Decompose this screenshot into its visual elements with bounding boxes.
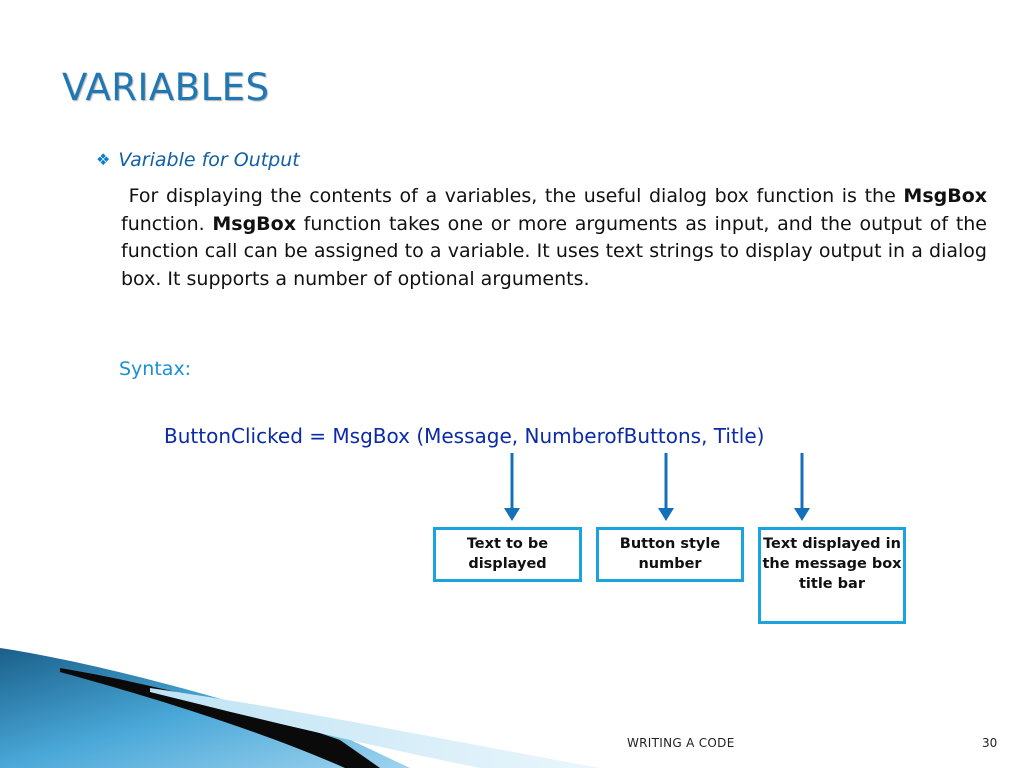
- arrow-message-head: [504, 508, 520, 521]
- footer-title: WRITING A CODE: [627, 736, 735, 750]
- callout-title-bar: Text displayed in the message box title bar: [758, 527, 906, 624]
- syntax-code: ButtonClicked = MsgBox (Message, NumberofButtons, Title): [164, 424, 765, 448]
- paragraph-text-2: function.: [121, 212, 213, 235]
- arrow-buttons-head: [658, 508, 674, 521]
- slide-title: VARIABLES: [62, 66, 270, 109]
- callout-message: Text to be displayed: [433, 527, 582, 582]
- msgbox-keyword-2: MsgBox: [212, 212, 296, 235]
- decorative-swoosh: [0, 640, 1024, 768]
- paragraph-text-1: For displaying the contents of a variables, the useful dialog box function is the: [128, 185, 904, 207]
- callout-button-style: Button style number: [596, 527, 744, 582]
- arrow-title-head: [794, 508, 810, 521]
- bullet-text: Variable for Output: [118, 149, 300, 171]
- syntax-label: Syntax:: [119, 358, 192, 380]
- diamond-bullet-icon: ❖: [96, 150, 111, 169]
- paragraph-text-3: function takes one or more arguments as input, and the output of the function call can be assigned to a variable. It uses text strings to display output in a dialog box. It supports a number of optional arguments.: [121, 212, 987, 290]
- msgbox-keyword-1: MsgBox: [903, 185, 988, 207]
- page-number: 30: [982, 736, 998, 750]
